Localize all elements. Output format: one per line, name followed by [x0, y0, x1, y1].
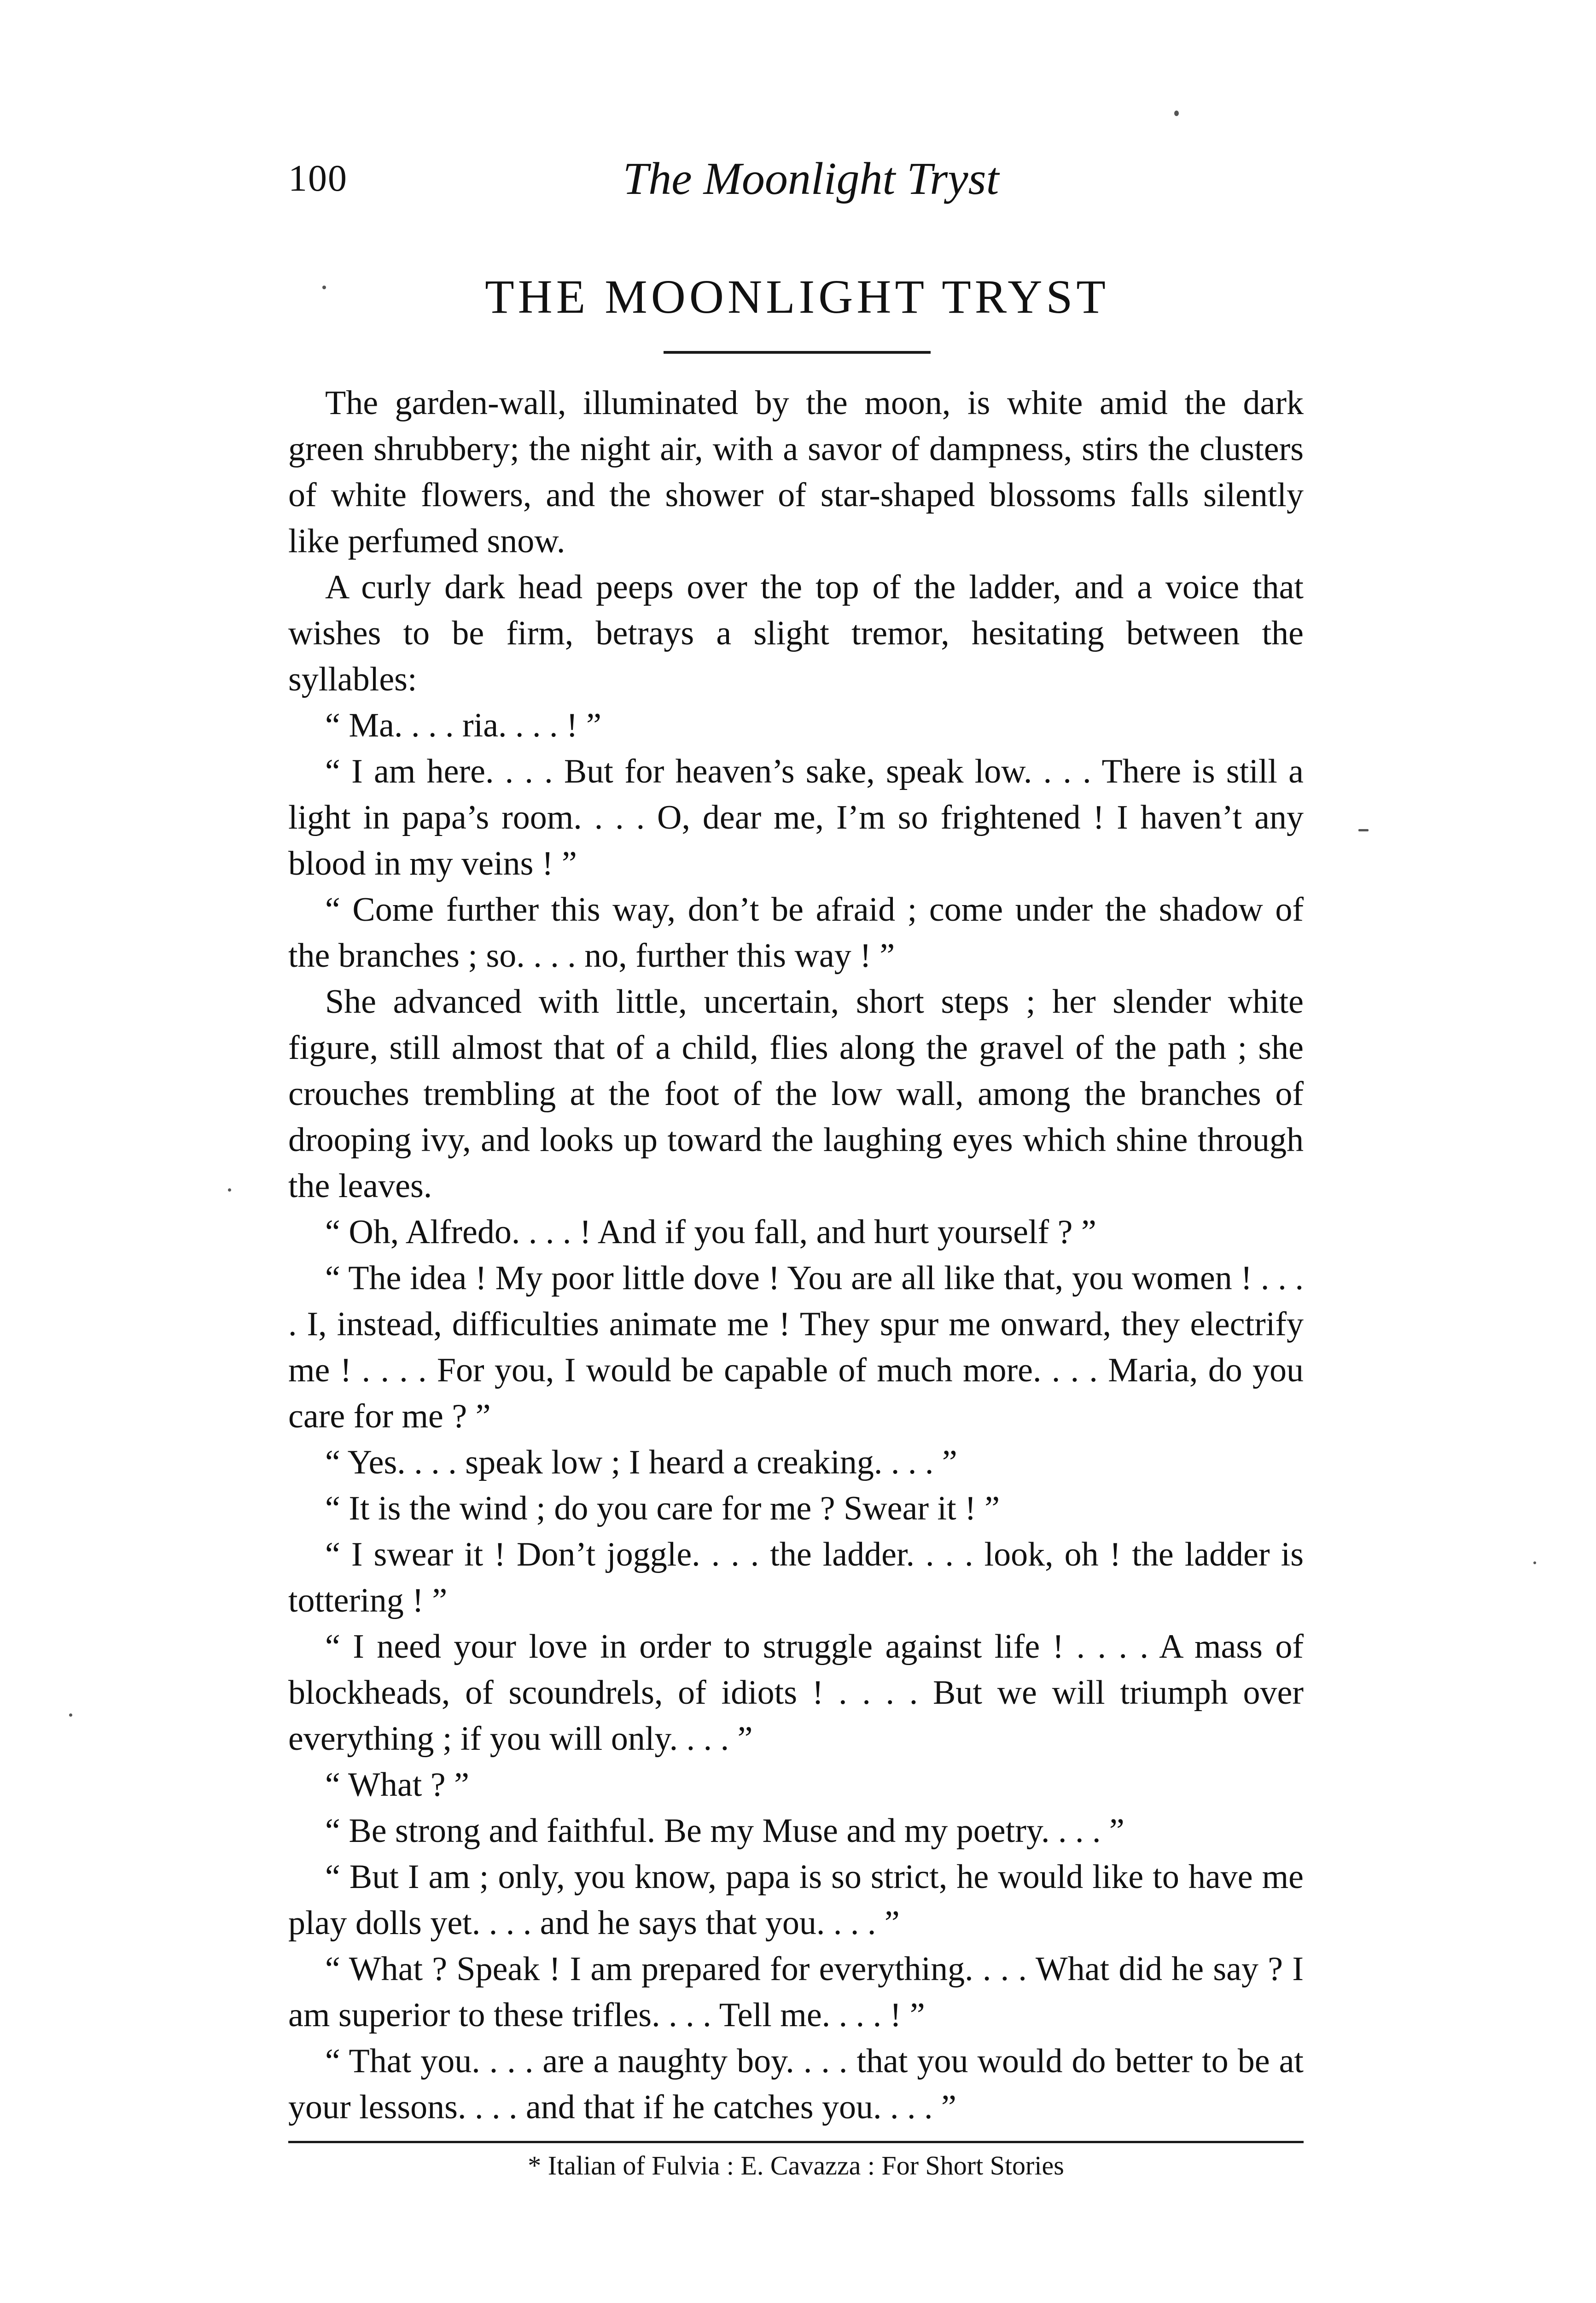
paragraph: “ Come further this way, don’t be afraid ; come under the shadow of the branches ; so. . . . no, further this way ! ”: [288, 891, 1304, 975]
ink-speck: [1358, 829, 1369, 831]
story-title: THE MOONLIGHT TRYST: [485, 270, 1109, 323]
paragraph: “ What ? Speak ! I am prepared for everything. . . . What did he say ? I am superior to these trifles. . . . Tell me. . . . ! ”: [288, 1950, 1304, 2034]
footnote: * Italian of Fulvia : E. Cavazza : For Short Stories: [528, 2151, 1064, 2180]
paragraph: “ It is the wind ; do you care for me ? Swear it ! ”: [325, 1490, 1000, 1527]
paragraph: “ I swear it ! Don’t joggle. . . . the ladder. . . . look, oh ! the ladder is tottering ! ”: [288, 1536, 1304, 1619]
paragraph: “ But I am ; only, you know, papa is so strict, he would like to have me play dolls yet. . . . and he says that you. . . . ”: [288, 1858, 1304, 1942]
paragraph: “ Be strong and faithful. Be my Muse and my poetry. . . . ”: [325, 1812, 1124, 1850]
story-body: [288, 380, 1304, 2130]
running-head: [288, 152, 1306, 216]
paragraph: “ What ? ”: [325, 1766, 469, 1804]
page-number: 100: [288, 157, 348, 199]
ink-speck: [69, 1713, 72, 1717]
paragraph: “ That you. . . . are a naughty boy. . . . that you would do better to be at your lessons. . . . and that if he catches you. . . . ”: [288, 2042, 1304, 2126]
ink-speck: [228, 1188, 231, 1192]
title-rule: [664, 351, 931, 354]
paragraph: “ Oh, Alfredo. . . . ! And if you fall, and hurt yourself ? ”: [325, 1213, 1096, 1251]
running-title: The Moonlight Tryst: [623, 153, 999, 204]
ink-speck: [1533, 1561, 1536, 1564]
ink-speck: [1174, 111, 1179, 116]
paragraph: “ Yes. . . . speak low ; I heard a creaking. . . . ”: [325, 1444, 957, 1481]
paragraph: She advanced with little, uncertain, short steps ; her slender white figure, still almost that of a child, flies along the gravel of the path ; she crouches trembling at the foot of the low wall, among the branches of drooping ivy, and looks up toward the laughing eyes which shine through the leaves.: [288, 983, 1304, 1205]
paragraph: “ I am here. . . . But for heaven’s sake, speak low. . . . There is still a light in papa’s room. . . . O, dear me, I’m so frightened ! I haven’t any blood in my veins ! ”: [288, 753, 1304, 883]
paragraph: “ I need your love in order to struggle against life ! . . . . A mass of blockheads, of scoundrels, of idiots ! . . . . But we will triumph over everything ; if you will only. . . . ”: [288, 1628, 1304, 1758]
paragraph: “ Ma. . . . ria. . . . ! ”: [325, 707, 602, 744]
paragraph: The garden-wall, illuminated by the moon, is white amid the dark green shrubbery; the night air, with a savor of dampness, stirs the clusters of white flowers, and the shower of star-shaped blossoms falls silently like perfumed snow.: [288, 384, 1304, 560]
footnote-rule: [288, 2141, 1304, 2143]
ink-speck: [322, 286, 326, 289]
paragraph: “ The idea ! My poor little dove ! You are all like that, you women ! . . . . I, instead, difficulties animate me ! They spur me onward, they electrify me ! . . . . For you, I would be capable of much more. . . . Maria, do you care for me ? ”: [288, 1259, 1304, 1435]
paragraph: A curly dark head peeps over the top of the ladder, and a voice that wishes to be firm, betrays a slight tremor, hesitating between the syllables:: [288, 568, 1304, 698]
